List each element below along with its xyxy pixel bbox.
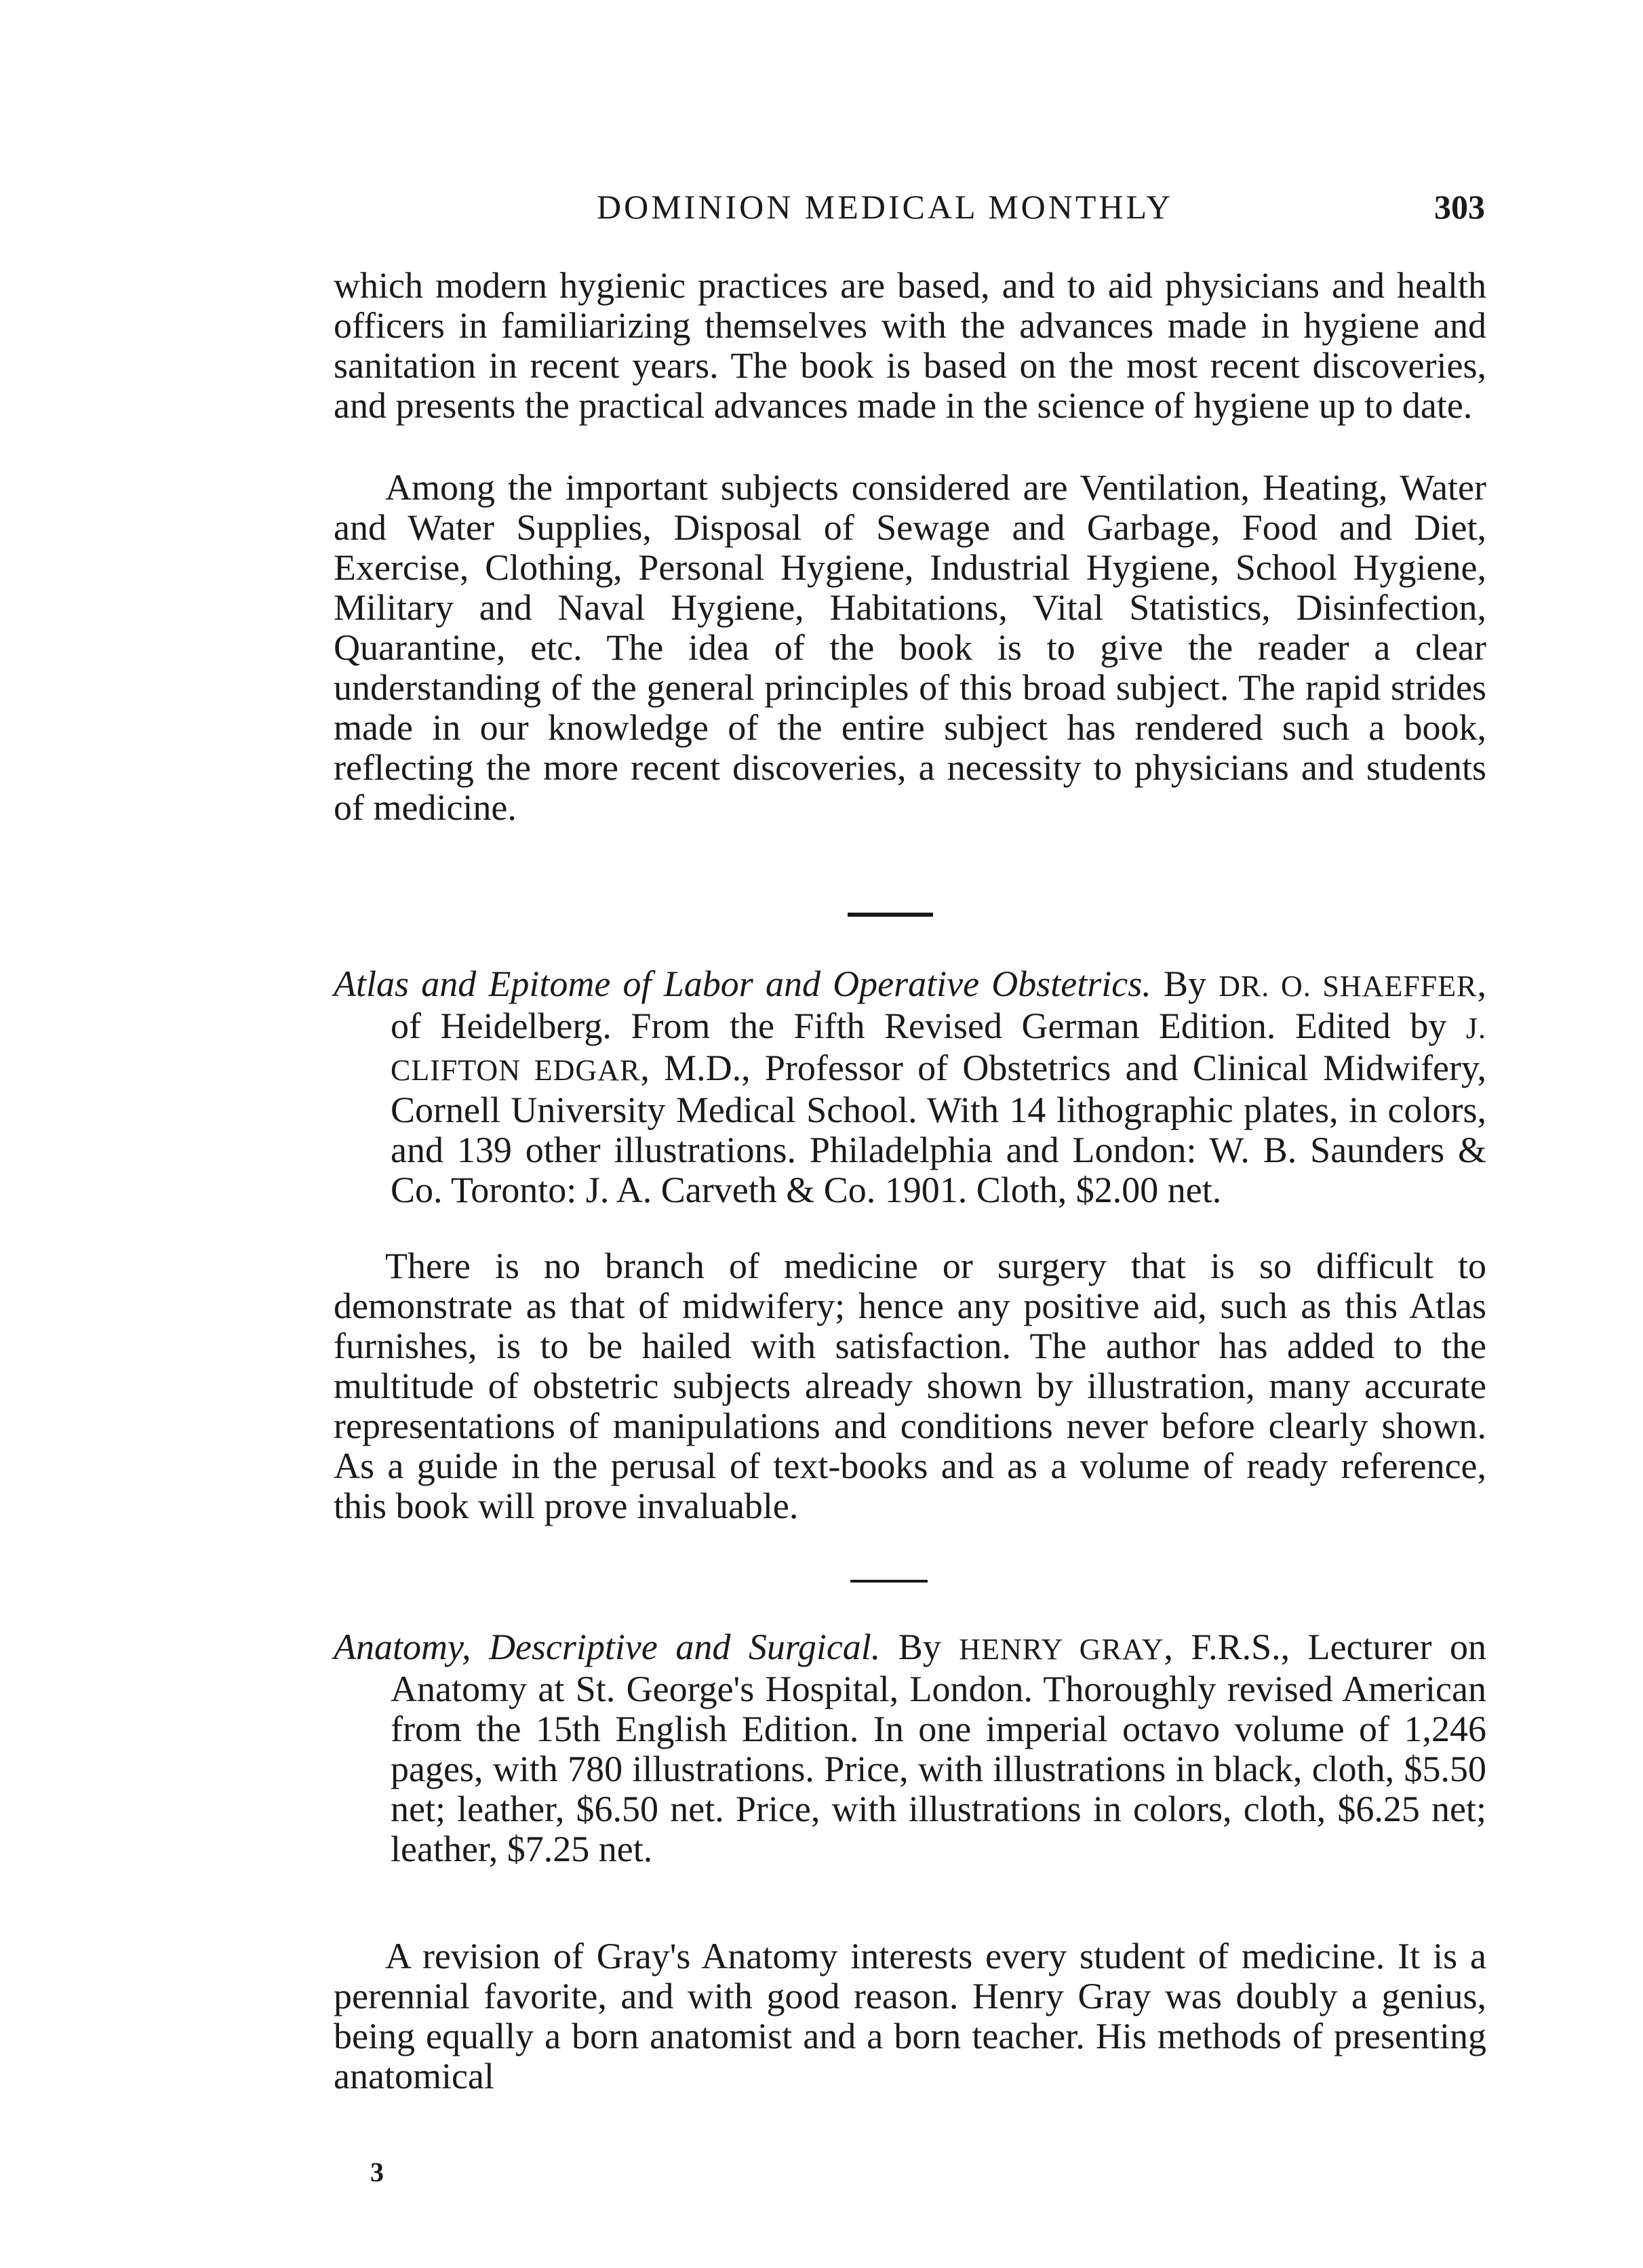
editor-name: J. CLIFTON EDGAR [391, 1012, 1486, 1087]
running-title: DOMINION MEDICAL MONTHLY [597, 188, 1174, 226]
book-entry-atlas [334, 964, 1486, 1210]
paragraph-anatomy-review: A revision of Gray's Anatomy interests every student of medicine. It is a perennial favorite, and with good reason. Henry Gray was doubly a genius, being equally a born anatomist and a born teacher. His methods of presenting anatomical [334, 1936, 1486, 2096]
by-label: By [880, 1627, 959, 1667]
paragraph-subjects: Among the important subjects considered are Ventilation, Heating, Water and Water Supplies, Disposal of Sewage and Garbage, Food and Diet, Exercise, Clothing, Personal Hygiene, Industrial Hygiene, School Hygiene, Military and Naval Hygiene, Habitations, Vital Statistics, Disinfection, Quarantine, etc. The idea of the book is to give the reader a clear understanding of the general principles of this broad subject. The rapid strides made in our knowledge of the entire subject has rendered such a book, reflecting the more recent discoveries, a necessity to physicians and students of medicine. [334, 467, 1486, 828]
section-divider [848, 913, 933, 917]
entry-details: , F.R.S., Lecturer on Anatomy at St. George's Hospital, London. Thoroughly revised American from the 15th English Edition. In one imperial octavo volume of 1,246 pages, with 780 illustrations. Price, with illustrations in black, cloth, $5.50 net; leather, $6.50 net. Price, with illustrations in colors, cloth, $6.25 net; leather, $7.25 net. [391, 1627, 1486, 1869]
entry-details: , M.D., Professor of Obstetrics and Clinical Midwifery, Cornell University Medical School. With 14 lithographic plates, in colors, and 139 other illustrations. Philadelphia and London: W. B. Saunders & Co. Toronto: J. A. Carveth & Co. 1901. Cloth, $2.00 net. [391, 1048, 1486, 1210]
section-divider [850, 1580, 928, 1583]
book-title-anatomy: Anatomy, Descriptive and Surgical. [334, 1627, 881, 1667]
by-label: By [1151, 963, 1219, 1004]
signature-mark: 3 [370, 2157, 384, 2187]
author-name: HENRY GRAY [959, 1633, 1164, 1666]
book-title-atlas: Atlas and Epitome of Labor and Operative Obstetrics. [334, 963, 1151, 1004]
author-name: DR. O. SHAEFFER [1219, 970, 1478, 1003]
entry-details: , of Heidelberg. From the Fifth Revised German Edition. Edited by [391, 963, 1486, 1046]
paragraph-continuation: which modern hygienic practices are based, and to aid physicians and health officers in familiarizing themselves with the advances made in hygiene and sanitation in recent years. The book is based on the most recent discoveries, and presents the practical advances made in the science of hygiene up to date. [334, 265, 1486, 426]
paragraph-atlas-review: There is no branch of medicine or surgery that is so difficult to demonstrate as that of midwifery; hence any positive aid, such as this Atlas furnishes, is to be hailed with satisfaction. The author has added to the multitude of obstetric subjects already shown by illustration, many accurate representations of manipulations and conditions never before clearly shown. As a guide in the perusal of text-books and as a volume of ready reference, this book will prove invaluable. [334, 1246, 1486, 1526]
book-entry-anatomy [334, 1627, 1486, 1869]
page-number: 303 [1434, 188, 1485, 226]
running-head [339, 187, 1485, 235]
